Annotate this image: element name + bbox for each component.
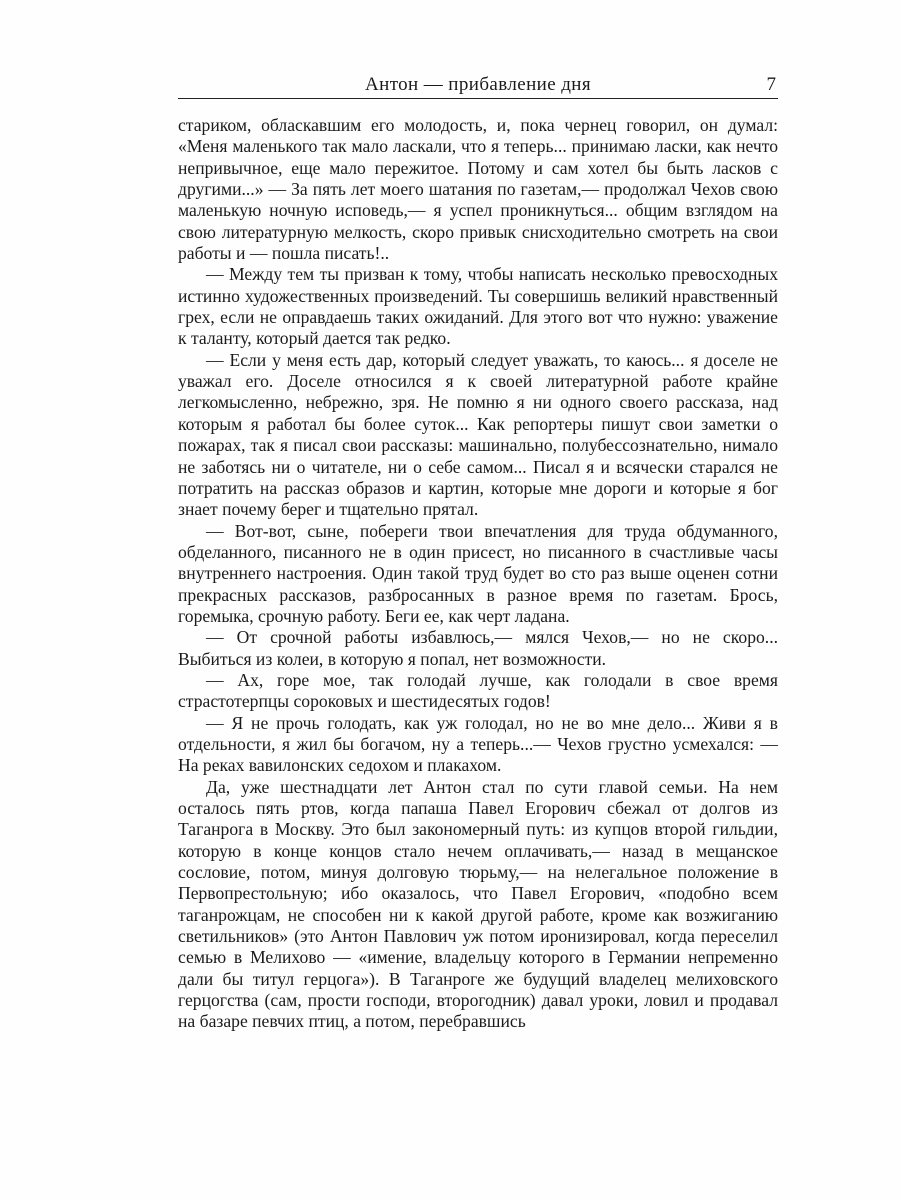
paragraph: — Если у меня есть дар, который следует уважать, то каюсь... я доселе не уважал его. Доселе относился я к своей литературной работе крайне легкомысленно, небрежно, зря. Не помню я ни одного своего рассказа, над которым я работал бы более суток... Как репортеры пишут свои заметки о пожарах, так я писал свои рассказы: машинально, полубессознательно, нимало не заботясь ни о читателе, ни о себе самом... Писал я и всячески старался не потратить на рассказ образов и картин, которые мне дороги и которые я бог знает почему берег и тщательно прятал. [178, 349, 778, 520]
paragraph: — Я не прочь голодать, как уж голодал, но не во мне дело... Живи я в отдельности, я жил бы богачом, ну а теперь...— Чехов грустно усмехался: — На реках вавилонских седохом и плакахом. [178, 712, 778, 776]
running-title: Антон — прибавление дня [365, 74, 591, 95]
paragraph: — Вот-вот, сыне, побереги твои впечатления для труда обдуманного, обделанного, писанного не в один присест, но писанного в счастливые часы внутреннего настроения. Один такой труд будет во сто раз выше оценен сотни прекрасных рассказов, разбросанных в разное время по газетам. Брось, горемыка, срочную работу. Беги ее, как черт ладана. [178, 520, 778, 626]
paragraph: Да, уже шестнадцати лет Антон стал по сути главой семьи. На нем осталось пять ртов, когда папаша Павел Егорович сбежал от долгов из Таганрога в Москву. Это был закономерный путь: из купцов второй гильдии, которую в конце концов стало нечем оплачивать,— назад в мещанское сословие, потом, минуя долговую тюрьму,— на нелегальное положение в Первопрестольную; ибо оказалось, что Павел Егорович, «подобно всем таганрожцам, не способен ни к какой другой работе, кроме как возжиганию светильников» (это Антон Павлович уж потом иронизировал, когда переселил семью в Мелихово — «имение, владельцу которого в Германии непременно дали бы титул герцога»). В Таганроге же будущий владелец мелиховского герцогства (сам, прости господи, второгодник) давал уроки, ловил и продавал на базаре певчих птиц, а потом, перебравшись [178, 776, 778, 1032]
paragraph: стариком, обласкавшим его молодость, и, пока чернец говорил, он думал: «Меня маленького так мало ласкали, что я теперь... принимаю ласки, как нечто непривычное, еще мало пережитое. Потому и сам хотел бы быть ласков с другими...» — За пять лет моего шатания по газетам,— продолжал Чехов свою маленькую ночную исповедь,— я успел проникнуться... общим взглядом на свою литературную мелкость, скоро привык снисходительно смотреть на свои работы и — пошла писать!.. [178, 115, 778, 264]
page-number: 7 [766, 74, 776, 95]
body-text [178, 115, 778, 1033]
paragraph: — От срочной работы избавлюсь,— мялся Чехов,— но не скоро... Выбиться из колеи, в которую я попал, нет возможности. [178, 627, 778, 669]
paragraph: — Между тем ты призван к тому, чтобы написать несколько превосходных истинно художественных произведений. Ты совершишь великий нравственный грех, если не оправдаешь таких ожиданий. Для этого вот что нужно: уважение к таланту, который дается так редко. [178, 264, 778, 349]
paragraph: — Ах, горе мое, так голодай лучше, как голодали в свое время страстотерпцы сороковых и шестидесятых годов! [178, 669, 778, 712]
running-header [178, 72, 778, 99]
